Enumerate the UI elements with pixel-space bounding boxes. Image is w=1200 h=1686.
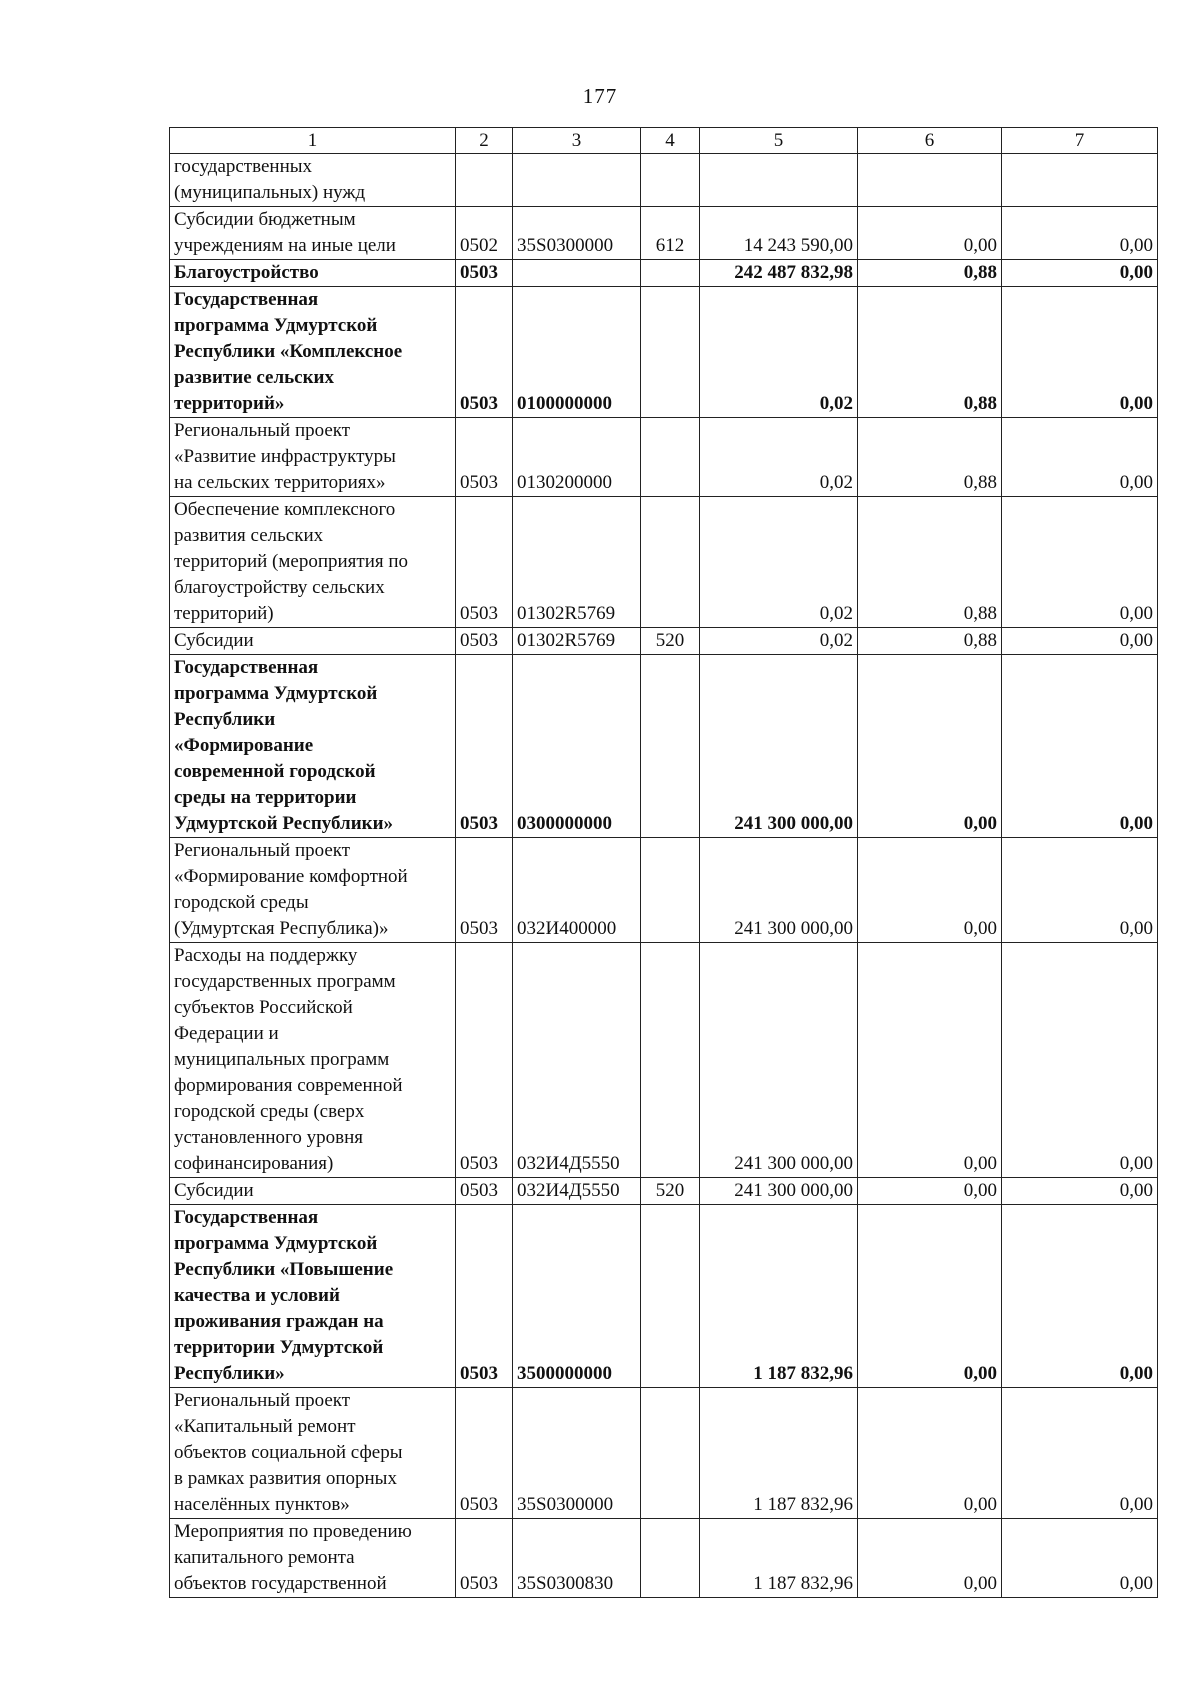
row-amount-col6-text: 0,00 [963,1180,997,1201]
row-amount-col5-text: 1 187 832,96 [753,1494,853,1515]
row-name-text: Обеспечение комплексного развития сельских территорий (мероприятия по благоустройству сельских территорий) [174,499,409,624]
table-row [170,154,1158,207]
row-section-text: 0503 [460,472,498,493]
row-name-text: Государственная программа Удмуртской Республики «Формирование современной городской среды на территории Удмуртской Республики» [174,657,394,834]
row-amount-col5-text: 241 300 000,00 [734,1153,853,1174]
table-row [170,655,1158,838]
row-section-cell [456,260,513,287]
page-number: 177 [582,84,618,108]
row-name-text: государственных (муниципальных) нужд [174,156,366,203]
row-amount-col6-cell [858,1388,1002,1519]
row-amount-col6-cell [858,260,1002,287]
row-amount-col6-text: 0,00 [963,918,997,939]
column-header-4: 4 [641,128,700,154]
row-amount-col6-text: 0,88 [963,472,997,493]
row-name-text: Благоустройство [174,262,319,283]
row-name-text: Субсидии [174,1180,254,1201]
row-section-text: 0503 [460,1494,498,1515]
row-amount-col7-text: 0,00 [1119,1153,1153,1174]
row-amount-col7-cell [1002,1205,1158,1388]
row-expense-type-text: 612 [655,235,685,256]
column-header-5: 5 [700,128,858,154]
row-target-article-text: 01302R5769 [517,630,616,651]
row-amount-col6-text: 0,00 [963,1494,997,1515]
row-target-article-text: 0130200000 [517,472,612,493]
row-amount-col5-text: 0,02 [819,393,853,414]
row-section-text: 0503 [460,813,498,834]
row-target-article-cell [513,154,641,207]
row-amount-col6-text: 0,88 [963,603,997,624]
budget-table [169,127,1158,1598]
row-expense-type-text: 520 [655,630,685,651]
row-amount-col7-cell [1002,943,1158,1178]
row-section-cell [456,628,513,655]
row-target-article-cell [513,1388,641,1519]
row-amount-col5-cell [700,418,858,497]
row-amount-col6-text: 0,88 [963,262,997,283]
row-amount-col5-cell [700,943,858,1178]
row-amount-col5-cell [700,287,858,418]
row-target-article-cell [513,838,641,943]
row-amount-col6-cell [858,154,1002,207]
table-row [170,207,1158,260]
row-name-cell [170,1388,456,1519]
row-amount-col7-text: 0,00 [1119,1180,1153,1201]
row-name-cell [170,628,456,655]
row-name-cell [170,1519,456,1598]
row-target-article-cell [513,1178,641,1205]
row-expense-type-cell [641,838,700,943]
row-amount-col5-cell [700,497,858,628]
row-section-cell [456,207,513,260]
row-amount-col7-text: 0,00 [1119,1494,1153,1515]
row-target-article-cell [513,1205,641,1388]
row-target-article-cell [513,260,641,287]
row-amount-col6-cell [858,655,1002,838]
row-name-cell [170,1205,456,1388]
row-amount-col5-cell [700,628,858,655]
row-section-text: 0503 [460,630,498,651]
row-amount-col6-cell [858,1178,1002,1205]
table-row [170,1388,1158,1519]
row-amount-col6-cell [858,1519,1002,1598]
row-amount-col7-cell [1002,497,1158,628]
table-row [170,1178,1158,1205]
row-amount-col6-text: 0,00 [963,235,997,256]
row-target-article-text: 032И4Д5550 [517,1180,620,1201]
row-amount-col7-cell [1002,628,1158,655]
row-target-article-text: 35S0300830 [517,1573,614,1594]
row-target-article-cell [513,287,641,418]
row-section-text: 0503 [460,1363,498,1384]
row-name-cell [170,943,456,1178]
row-section-text: 0503 [460,1573,498,1594]
row-name-text: Государственная программа Удмуртской Республики «Комплексное развитие сельских территорий» [174,289,403,414]
row-amount-col5-text: 242 487 832,98 [734,262,853,283]
row-amount-col7-cell [1002,287,1158,418]
row-amount-col5-text: 1 187 832,96 [753,1363,853,1384]
row-amount-col5-cell [700,655,858,838]
row-expense-type-cell [641,1205,700,1388]
row-amount-col5-text: 1 187 832,96 [753,1573,853,1594]
row-amount-col7-cell [1002,260,1158,287]
row-section-cell [456,497,513,628]
row-name-text: Региональный проект «Капитальный ремонт объектов социальной сферы в рамках развития опорных населённых пунктов» [174,1390,403,1515]
row-amount-col7-text: 0,00 [1119,472,1153,493]
row-amount-col7-cell [1002,207,1158,260]
row-amount-col5-cell [700,838,858,943]
row-target-article-cell [513,1519,641,1598]
row-amount-col7-cell [1002,418,1158,497]
row-amount-col5-cell [700,1388,858,1519]
table-row [170,497,1158,628]
row-amount-col6-text: 0,88 [963,393,997,414]
row-expense-type-cell [641,207,700,260]
row-amount-col5-text: 0,02 [819,630,853,651]
row-amount-col7-cell [1002,655,1158,838]
row-target-article-text: 35S0300000 [517,235,614,256]
row-amount-col6-text: 0,00 [963,1363,997,1384]
table-row [170,1205,1158,1388]
row-name-cell [170,287,456,418]
row-expense-type-cell [641,154,700,207]
row-section-cell [456,154,513,207]
row-amount-col6-cell [858,628,1002,655]
row-amount-col6-text: 0,00 [963,1573,997,1594]
row-target-article-cell [513,497,641,628]
table-row [170,1519,1158,1598]
row-target-article-text: 032И400000 [517,918,617,939]
row-expense-type-text: 520 [655,1180,685,1201]
row-section-text: 0503 [460,393,498,414]
row-amount-col7-cell [1002,1519,1158,1598]
column-header-7: 7 [1002,128,1158,154]
row-amount-col5-text: 241 300 000,00 [734,813,853,834]
row-amount-col6-cell [858,287,1002,418]
row-amount-col7-text: 0,00 [1119,1573,1153,1594]
row-amount-col5-text: 14 243 590,00 [743,235,853,256]
row-amount-col6-cell [858,943,1002,1178]
row-name-cell [170,260,456,287]
row-section-text: 0503 [460,1153,498,1174]
row-amount-col5-cell [700,207,858,260]
row-amount-col5-cell [700,1178,858,1205]
row-expense-type-cell [641,1519,700,1598]
row-name-cell [170,838,456,943]
row-amount-col5-cell [700,1519,858,1598]
row-section-cell [456,287,513,418]
column-header-1: 1 [170,128,456,154]
row-amount-col6-cell [858,497,1002,628]
row-section-cell [456,943,513,1178]
row-section-text: 0502 [460,235,498,256]
row-amount-col7-cell [1002,1388,1158,1519]
header-row [170,128,1158,154]
row-amount-col6-cell [858,207,1002,260]
table-row [170,838,1158,943]
row-amount-col6-text: 0,00 [963,1153,997,1174]
row-expense-type-cell [641,628,700,655]
table-row [170,418,1158,497]
row-target-article-cell [513,628,641,655]
row-target-article-text: 0300000000 [517,813,612,834]
row-section-cell [456,1205,513,1388]
table-body [170,128,1158,1598]
row-name-text: Региональный проект «Формирование комфортной городской среды (Удмуртская Республика)» [174,840,408,939]
row-amount-col6-cell [858,838,1002,943]
row-expense-type-cell [641,497,700,628]
row-target-article-text: 0100000000 [517,393,612,414]
column-header-6: 6 [858,128,1002,154]
row-expense-type-cell [641,655,700,838]
row-name-cell [170,418,456,497]
row-name-text: Государственная программа Удмуртской Республики «Повышение качества и условий проживания граждан на территории Удмуртской Республики» [174,1207,394,1384]
row-amount-col6-cell [858,1205,1002,1388]
column-header-2: 2 [456,128,513,154]
row-name-text: Субсидии бюджетным учреждениям на иные цели [174,209,396,256]
row-amount-col5-text: 241 300 000,00 [734,1180,853,1201]
row-target-article-cell [513,418,641,497]
row-amount-col7-text: 0,00 [1119,1363,1153,1384]
row-name-text: Расходы на поддержку государственных программ субъектов Российской Федерации и муниципальных программ формирования современной городской среды (сверх установленного уровня софинансирования) [174,945,403,1174]
row-expense-type-cell [641,260,700,287]
row-target-article-text: 032И4Д5550 [517,1153,620,1174]
table-row [170,287,1158,418]
row-expense-type-cell [641,287,700,418]
row-amount-col6-text: 0,88 [963,630,997,651]
row-amount-col7-text: 0,00 [1119,603,1153,624]
row-section-text: 0503 [460,918,498,939]
row-amount-col7-text: 0,00 [1119,918,1153,939]
row-amount-col5-text: 241 300 000,00 [734,918,853,939]
row-amount-col7-text: 0,00 [1119,235,1153,256]
table-row [170,943,1158,1178]
row-amount-col5-cell [700,154,858,207]
row-amount-col7-text: 0,00 [1119,630,1153,651]
row-section-text: 0503 [460,603,498,624]
row-section-cell [456,1519,513,1598]
row-expense-type-cell [641,1388,700,1519]
row-name-text: Региональный проект «Развитие инфраструктуры на сельских территориях» [174,420,396,493]
row-amount-col5-text: 0,02 [819,603,853,624]
row-target-article-text: 3500000000 [517,1363,612,1384]
row-amount-col7-cell [1002,838,1158,943]
row-amount-col7-cell [1002,1178,1158,1205]
row-name-cell [170,154,456,207]
row-name-cell [170,497,456,628]
row-amount-col7-text: 0,00 [1119,393,1153,414]
row-amount-col5-text: 0,02 [819,472,853,493]
row-name-cell [170,655,456,838]
row-target-article-cell [513,655,641,838]
row-target-article-cell [513,943,641,1178]
row-name-cell [170,1178,456,1205]
row-amount-col6-text: 0,00 [963,813,997,834]
row-target-article-cell [513,207,641,260]
row-section-cell [456,838,513,943]
row-expense-type-cell [641,943,700,1178]
row-name-cell [170,207,456,260]
row-name-text: Субсидии [174,630,254,651]
row-section-cell [456,655,513,838]
row-expense-type-cell [641,1178,700,1205]
row-expense-type-cell [641,418,700,497]
table-row [170,628,1158,655]
row-section-text: 0503 [460,262,498,283]
row-amount-col7-text: 0,00 [1119,813,1153,834]
column-header-3: 3 [513,128,641,154]
row-amount-col7-cell [1002,154,1158,207]
row-section-cell [456,418,513,497]
row-target-article-text: 35S0300000 [517,1494,614,1515]
row-amount-col5-cell [700,1205,858,1388]
table-row [170,260,1158,287]
row-name-text: Мероприятия по проведению капитального ремонта объектов государственной [174,1521,412,1594]
row-amount-col7-text: 0,00 [1119,262,1153,283]
row-amount-col6-cell [858,418,1002,497]
row-section-cell [456,1178,513,1205]
row-section-cell [456,1388,513,1519]
row-amount-col5-cell [700,260,858,287]
row-target-article-text: 01302R5769 [517,603,616,624]
row-section-text: 0503 [460,1180,498,1201]
